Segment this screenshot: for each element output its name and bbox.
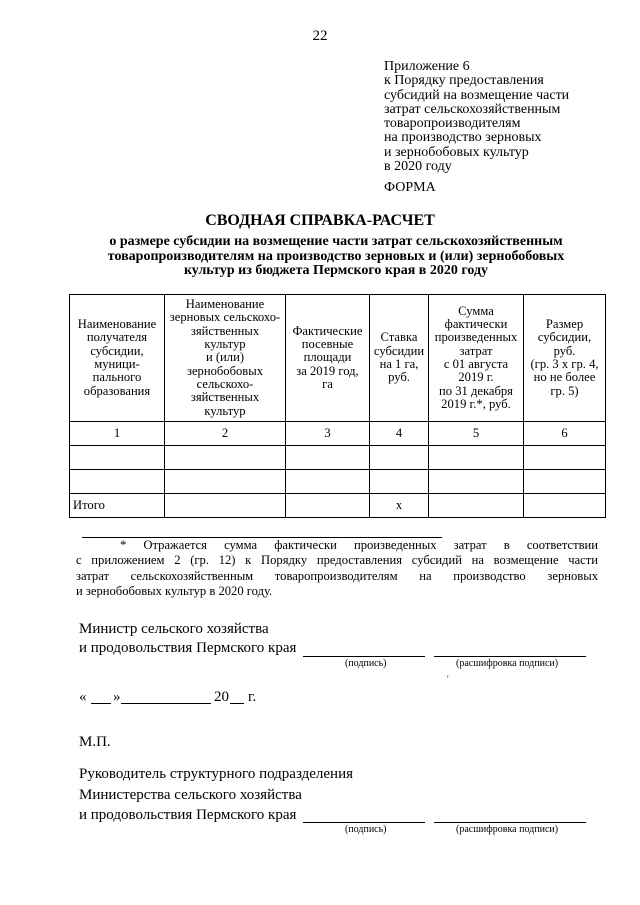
appendix-line: на производство зерновых [384,130,542,146]
appendix-note [384,60,634,174]
date-close-quote: » [113,689,121,705]
total-rate-mark: х [370,494,429,518]
column-number-row [70,422,606,446]
subtitle-line: культур из бюджета Пермского края в 2020 году [183,263,489,279]
footnote-line: * Отражается сумма фактически произведенных затрат в соответствии [120,538,598,552]
table-cell [70,470,165,494]
column-number: 6 [524,422,606,446]
appendix-line: субсидий на возмещение части [384,87,570,103]
decoding-caption: (расшифровка подписи) [456,824,559,835]
date-open-quote: « [79,689,87,705]
appendix-line: Приложение 6 [384,59,470,74]
minister-title-line: и продовольствия Пермского края [79,640,297,656]
appendix-line: затрат сельскохозяйственным [384,101,561,117]
document-title: СВОДНАЯ СПРАВКА-РАСЧЕТ [205,212,435,229]
table-cell [165,470,286,494]
table-cell [524,470,606,494]
table-cell [286,494,370,518]
table-row [70,446,606,470]
appendix-line: и зернобобовых культур [384,144,529,160]
subtitle-line: товаропроизводителям на производство зерновых и (или) зернобобовых [107,248,565,264]
table-cell [524,494,606,518]
appendix-line: к Порядку предоставления [384,73,544,89]
head-title-line: Министерства сельского хозяйства [79,787,302,803]
table-cell [70,446,165,470]
header-crop-name: Наименование зерновых сельскохо- зяйственных культур и (или) зернобобовых сельскохо- зяйственных культур [165,295,286,422]
head-title-line: и продовольствия Пермского края [79,807,297,823]
column-number: 4 [370,422,429,446]
header-recipient: Наименование получателя субсидии, муници- пального образования [70,295,165,422]
header-actual-costs: Сумма фактически произведенных затрат с 01 августа 2019 г. по 31 декабря 2019 г.*, руб. [429,295,524,422]
head-decoding-field[interactable] [434,822,586,823]
table-cell [165,494,286,518]
column-number: 5 [429,422,524,446]
header-sown-area: Фактические посевные площади за 2019 год, га [286,295,370,422]
page-number: 22 [312,28,328,44]
signature-caption: (подпись) [345,658,387,669]
appendix-line: в 2020 году [384,159,452,175]
table-row [70,470,606,494]
head-title-line: Руководитель структурного подразделения [79,766,353,782]
head-signature-field[interactable] [303,822,425,823]
footnote-line: затрат сельскохозяйственным товаропроизводителям на производство зерновых [76,568,598,583]
table-cell [370,470,429,494]
column-number: 1 [70,422,165,446]
footnote [76,538,598,600]
minister-decoding-field[interactable] [434,656,586,657]
table-cell [429,446,524,470]
date-month-field[interactable] [121,703,211,704]
stamp-label: М.П. [79,734,111,750]
table-cell [286,446,370,470]
calculation-table [69,294,606,518]
date-year-prefix: 20 [214,689,229,705]
appendix-line: товаропроизводителям [384,116,521,132]
date-year-suffix: г. [248,689,257,705]
footnote-line: с приложением 2 (гр. 12) к Порядку предоставления субсидий на возмещение части [76,553,598,568]
document-subtitle [70,235,602,279]
minister-signature-field[interactable] [303,656,425,657]
table-cell [524,446,606,470]
decoding-caption: (расшифровка подписи) [456,658,559,669]
column-number: 2 [165,422,286,446]
total-label: Итого [70,494,165,518]
minister-title-line: Министр сельского хозяйства [79,621,269,637]
table-header-row [70,295,606,422]
footnote-line: и зернобобовых культур в 2020 году. [76,584,273,599]
table-cell [286,470,370,494]
header-subsidy-amount: Размер субсидии, руб. (гр. 3 х гр. 4, но не более гр. 5) [524,295,606,422]
table-cell [429,470,524,494]
date-year-field[interactable] [230,703,244,704]
total-row [70,494,606,518]
signature-caption: (подпись) [345,824,387,835]
column-number: 3 [286,422,370,446]
tick-mark: ' [447,674,449,684]
date-day-field[interactable] [91,703,111,704]
form-label: ФОРМА [384,180,436,195]
table-cell [429,494,524,518]
header-subsidy-rate: Ставка субсидии на 1 га, руб. [370,295,429,422]
table-cell [165,446,286,470]
table-cell [370,446,429,470]
subtitle-line: о размере субсидии на возмещение части затрат сельскохозяйственным [109,234,563,249]
